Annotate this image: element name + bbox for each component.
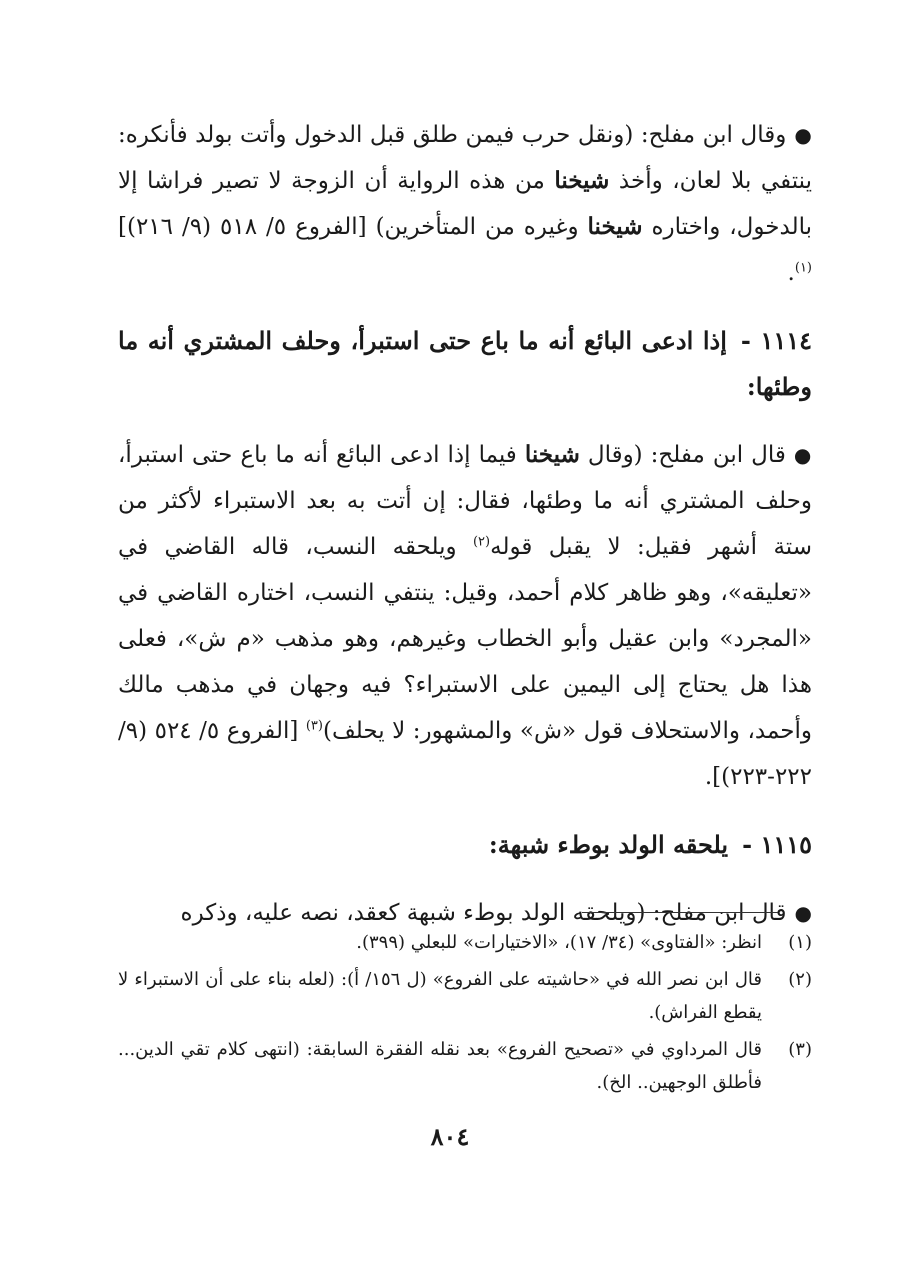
footnote-text: انظر: «الفتاوى» (٣٤/ ١٧)، «الاختيارات» للبعلي (٣٩٩). <box>356 932 762 953</box>
bullet-icon: ● <box>793 443 813 467</box>
bullet-icon: ● <box>794 123 812 147</box>
section-number: ١١١٥ - <box>742 830 812 859</box>
footnote-ref-2[interactable]: (٢) <box>472 534 491 550</box>
footnote-text: قال ابن نصر الله في «حاشيته على الفروع» (ل ١٥٦/ أ): (لعله بناء على أن الاستبراء لا يقطع الفراش). <box>118 969 762 1023</box>
paragraph-2: ●قال ابن مفلح: (وقال شيخنا فيما إذا ادعى البائع أنه ما باع حتى استبرأ، وحلف المشتري أنه ما وطئها، فقال: إن أتت به بعد الاستبراء لأكثر من ستة أشهر فقيل: لا يقبل قوله$^{(٢)}$ ويلحقه النسب، قاله القاضي في «تعليقه»، وهو ظاهر كلام أحمد، وقيل: ينتفي النسب، اختاره القاضي في «المجرد» وابن عقيل وأبو الخطاب وغيرهم، وهو مذهب «م ش»، فعلى هذا هل يحتاج إلى اليمين على الاستبراء؟ فيه وجهان في مذهب مالك وأحمد، والاستحلاف قول «ش» والمشهور: لا يحلف)$^{(٣)}$ [الفروع ٥/ ٥٢٤ (٩/ ٢٢٢-٢٢٣)]. <box>118 441 813 790</box>
footnote-1 <box>118 926 812 959</box>
main-text <box>118 112 812 958</box>
footnote-text: قال المرداوي في «تصحيح الفروع» بعد نقله الفقرة السابقة: (انتهى كلام تقي الدين... فأطلق الوجهين.. الخ). <box>118 1039 762 1093</box>
footnote-ref-1[interactable]: (١) <box>794 260 812 276</box>
section-number: ١١١٤ - <box>740 326 812 355</box>
section-heading-1114 <box>118 318 812 410</box>
page-number: ٨٠٤ <box>430 1122 470 1151</box>
footnote-number: (٢) <box>788 969 812 990</box>
footnote-3 <box>118 1033 812 1099</box>
footnote-separator <box>582 912 778 913</box>
footnote-2 <box>118 963 812 1029</box>
footnotes <box>118 926 812 1103</box>
section-title: يلحقه الولد بوطء شبهة: <box>488 830 729 859</box>
footnote-number: (١) <box>788 932 812 953</box>
paragraph-1: ●وقال ابن مفلح: (ونقل حرب فيمن طلق قبل الدخول وأتت بولد فأنكره: ينتفي بلا لعان، وأخذ شيخنا من هذه الرواية أن الزوجة لا تصير فراشا إلا بالدخول، واختاره شيخنا وغيره من المتأخرين) [الفروع ٥/ ٥١٨ (٩/ ٢١٦)]$^{(١)}$. <box>118 122 812 286</box>
paragraph-3: ●قال ابن مفلح: (ويلحقه الولد بوطء شبهة كعقد، نصه عليه، وذكره <box>180 900 812 926</box>
bullet-icon: ● <box>794 901 812 925</box>
footnote-number: (٣) <box>788 1039 812 1060</box>
footnote-ref-3[interactable]: (٣) <box>305 718 323 734</box>
section-heading-1115 <box>118 822 812 868</box>
section-title: إذا ادعى البائع أنه ما باع حتى استبرأ، وحلف المشتري أنه ما وطئها: <box>118 326 812 401</box>
